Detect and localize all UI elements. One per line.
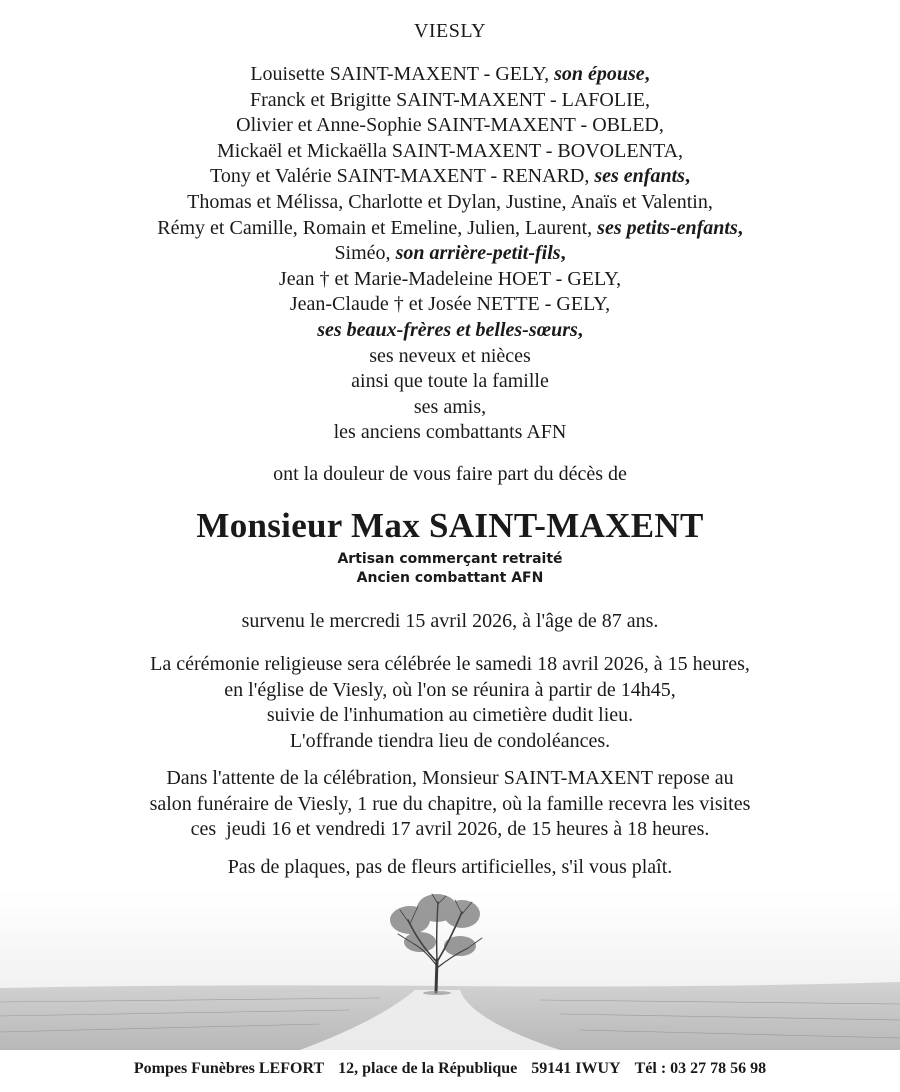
deceased-titles xyxy=(0,550,900,588)
company-phone: Tél : 03 27 78 56 98 xyxy=(634,1060,767,1077)
family-line: ses amis, xyxy=(413,395,487,418)
family-role: son épouse xyxy=(554,63,645,85)
family-line: ainsi que toute la famille xyxy=(351,370,549,393)
landscape-tree-illustration xyxy=(0,890,900,1050)
ceremony-line: La cérémonie religieuse sera célébrée le samedi 18 avril 2026, à 15 heures, xyxy=(150,653,750,675)
town-heading: VIESLY xyxy=(413,20,487,42)
family-role: ses petits-enfants xyxy=(597,216,738,239)
family-line: ses neveux et nièces xyxy=(369,344,531,367)
deceased-title: Artisan commerçant retraité xyxy=(337,551,563,567)
request-line: Pas de plaques, pas de fleurs artificielles, s'il vous plaît. xyxy=(227,856,673,878)
viewing-line: salon funéraire de Viesly, 1 rue du chapitre, où la famille recevra les visites xyxy=(149,792,751,815)
announcement: ont la douleur de vous faire part du décès de xyxy=(273,463,627,485)
company-city: 59141 IWUY xyxy=(531,1060,621,1077)
family-line: Louisette SAINT-MAXENT - GELY, son épouse, xyxy=(250,63,650,85)
family-line: Jean-Claude † et Josée NETTE - GELY, xyxy=(289,293,611,316)
deceased-title: Ancien combattant AFN xyxy=(356,570,544,586)
death-line: survenu le mercredi 15 avril 2026, à l'âge de 87 ans. xyxy=(241,610,659,632)
family-role: ses enfants xyxy=(594,165,685,188)
family-role: ses beaux-frères et belles-sœurs xyxy=(317,318,578,341)
viewing-line: ces jeudi 16 et vendredi 17 avril 2026, de 15 heures à 18 heures. xyxy=(190,818,710,841)
family-line: Jean † et Marie-Madeleine HOET - GELY, xyxy=(278,267,622,290)
family-list xyxy=(0,62,900,446)
family-role: son arrière-petit-fils xyxy=(395,242,561,265)
funeral-home-footer xyxy=(0,1060,900,1078)
family-line: Tony et Valérie SAINT-MAXENT - RENARD, ses enfants, xyxy=(210,165,690,188)
ceremony-line: en l'église de Viesly, où l'on se réunira à partir de 14h45, xyxy=(224,678,676,701)
company-name: Pompes Funèbres LEFORT xyxy=(133,1060,325,1077)
ceremony-line: suivie de l'inhumation au cimetière dudit lieu. xyxy=(266,704,634,727)
family-line: Mickaël et Mickaëlla SAINT-MAXENT - BOVOLENTA, xyxy=(216,139,684,162)
family-line: Thomas et Mélissa, Charlotte et Dylan, Justine, Anaïs et Valentin, xyxy=(187,190,713,213)
family-line: Olivier et Anne-Sophie SAINT-MAXENT - OBLED, xyxy=(236,114,664,137)
viewing-paragraph xyxy=(0,766,900,843)
family-line: les anciens combattants AFN xyxy=(333,421,567,444)
ceremony-line: L'offrande tiendra lieu de condoléances. xyxy=(289,729,611,752)
deceased-name: Monsieur Max SAINT-MAXENT xyxy=(196,506,704,545)
ceremony-paragraph xyxy=(0,652,900,754)
family-line: Rémy et Camille, Romain et Emeline, Julien, Laurent, ses petits-enfants, xyxy=(157,216,743,239)
family-line: ses beaux-frères et belles-sœurs, xyxy=(317,318,583,341)
family-line: Siméo, son arrière-petit-fils, xyxy=(334,242,566,265)
family-line: Franck et Brigitte SAINT-MAXENT - LAFOLIE, xyxy=(250,88,650,111)
viewing-line: Dans l'attente de la célébration, Monsieur SAINT-MAXENT repose au xyxy=(166,767,734,789)
company-address: 12, place de la République xyxy=(338,1060,518,1077)
